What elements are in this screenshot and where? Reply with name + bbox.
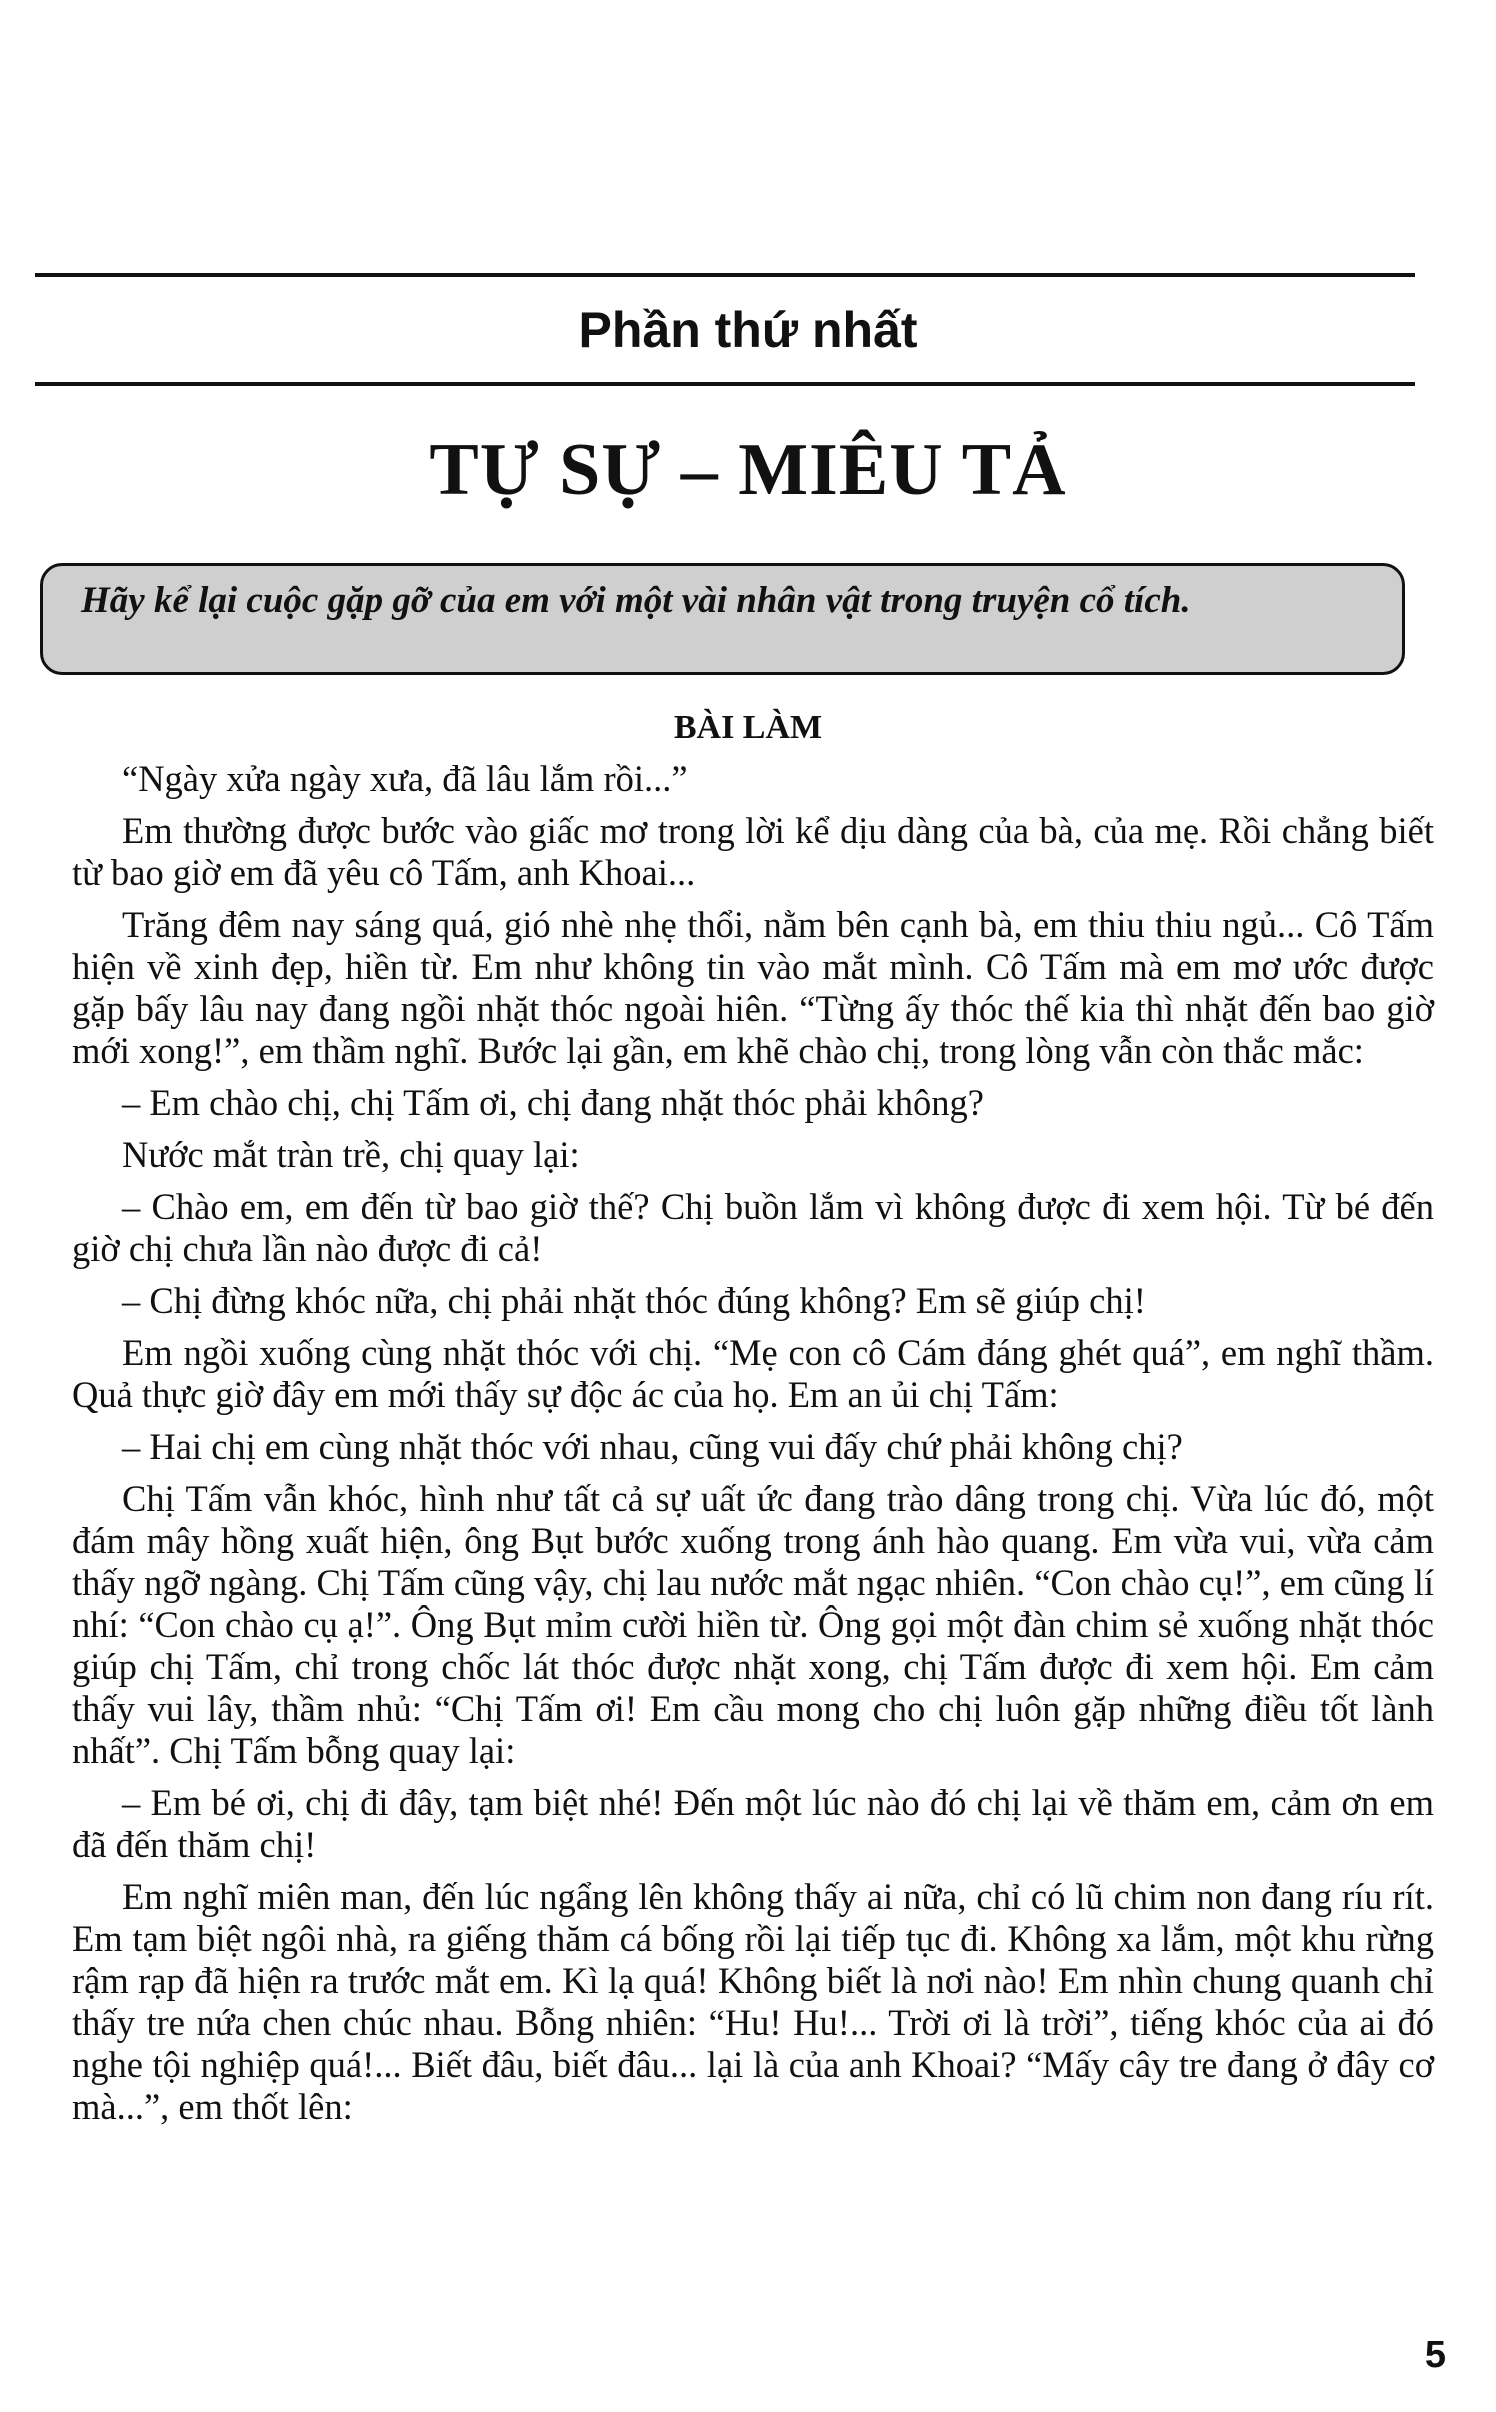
page-number: 5 xyxy=(1424,2334,1446,2376)
paragraph: Chị Tấm vẫn khóc, hình như tất cả sự uất ức đang trào dâng trong chị. Vừa lúc đó, một đám mây hồng xuất hiện, ông Bụt bước xuống trong ánh hào quang. Em vừa vui, vừa cảm thấy ngỡ ngàng. Chị Tấm cũng vậy, chị lau nước mắt ngạc nhiên. “Con chào cụ!”, em cũng lí nhí: “Con chào cụ ạ!”. Ông Bụt mỉm cười hiền từ. Ông gọi một đàn chim sẻ xuống nhặt thóc giúp chị Tấm, chỉ trong chốc lát thóc được nhặt xong, chị Tấm được đi xem hội. Em cảm thấy vui lây, thầm nhủ: “Chị Tấm ơi! Em cầu mong cho chị luôn gặp những điều tốt lành nhất”. Chị Tấm bỗng quay lại: xyxy=(72,1478,1434,1771)
dialogue-line: – Chị đừng khóc nữa, chị phải nhặt thóc đúng không? Em sẽ giúp chị! xyxy=(122,1280,1146,1321)
prompt-text: Hãy kể lại cuộc gặp gỡ của em với một vài nhân vật trong truyện cổ tích. xyxy=(81,580,1191,621)
section-title: TỰ SỰ – MIÊU TẢ xyxy=(429,429,1067,511)
paragraph: Em thường được bước vào giấc mơ trong lời kể dịu dàng của bà, của mẹ. Rồi chẳng biết từ bao giờ em đã yêu cô Tấm, anh Khoai... xyxy=(72,810,1434,893)
essay-body xyxy=(72,758,1434,2138)
paragraph: Nước mắt tràn trề, chị quay lại: xyxy=(122,1134,580,1175)
paragraph: Em ngồi xuống cùng nhặt thóc với chị. “Mẹ con cô Cám đáng ghét quá”, em nghĩ thầm. Quả thực giờ đây em mới thấy sự độc ác của họ. Em an ủi chị Tấm: xyxy=(72,1332,1434,1415)
prompt-box xyxy=(40,563,1405,675)
paragraph: Trăng đêm nay sáng quá, gió nhè nhẹ thổi, nằm bên cạnh bà, em thiu thiu ngủ... Cô Tấm hiện về xinh đẹp, hiền từ. Em như không tin vào mắt mình. Cô Tấm mà em mơ ước được gặp bấy lâu nay đang ngồi nhặt thóc ngoài hiên. “Từng ấy thóc thế kia thì nhặt đến bao giờ mới xong!”, em thầm nghĩ. Bước lại gần, em khẽ chào chị, trong lòng vẫn còn thắc mắc: xyxy=(72,904,1434,1071)
dialogue-line: – Em bé ơi, chị đi đây, tạm biệt nhé! Đến một lúc nào đó chị lại về thăm em, cảm ơn em đã đến thăm chị! xyxy=(72,1782,1434,1865)
part-title: Phần thứ nhất xyxy=(578,302,918,358)
dialogue-line: – Chào em, em đến từ bao giờ thế? Chị buồn lắm vì không được đi xem hội. Từ bé đến giờ chị chưa lần nào được đi cả! xyxy=(72,1186,1434,1269)
bottom-rule xyxy=(35,382,1415,386)
dialogue-line: – Em chào chị, chị Tấm ơi, chị đang nhặt thóc phải không? xyxy=(122,1082,984,1123)
paragraph: Em nghĩ miên man, đến lúc ngẩng lên không thấy ai nữa, chỉ có lũ chim non đang ríu rít. Em tạm biệt ngôi nhà, ra giếng thăm cá bống rồi lại tiếp tục đi. Không xa lắm, một khu rừng rậm rạp đã hiện ra trước mắt em. Kì lạ quá! Không biết là nơi nào! Em nhìn chung quanh chỉ thấy tre nứa chen chúc nhau. Bỗng nhiên: “Hu! Hu!... Trời ơi là trời”, tiếng khóc của ai đó nghe tội nghiệp quá!... Biết đâu, biết đâu... lại là của anh Khoai? “Mấy cây tre đang ở đây cơ mà...”, em thốt lên: xyxy=(72,1876,1434,2127)
essay-heading: BÀI LÀM xyxy=(673,709,823,746)
paragraph: “Ngày xửa ngày xưa, đã lâu lắm rồi...” xyxy=(122,758,688,799)
top-rule xyxy=(35,273,1415,277)
dialogue-line: – Hai chị em cùng nhặt thóc với nhau, cũng vui đấy chứ phải không chị? xyxy=(122,1426,1183,1467)
